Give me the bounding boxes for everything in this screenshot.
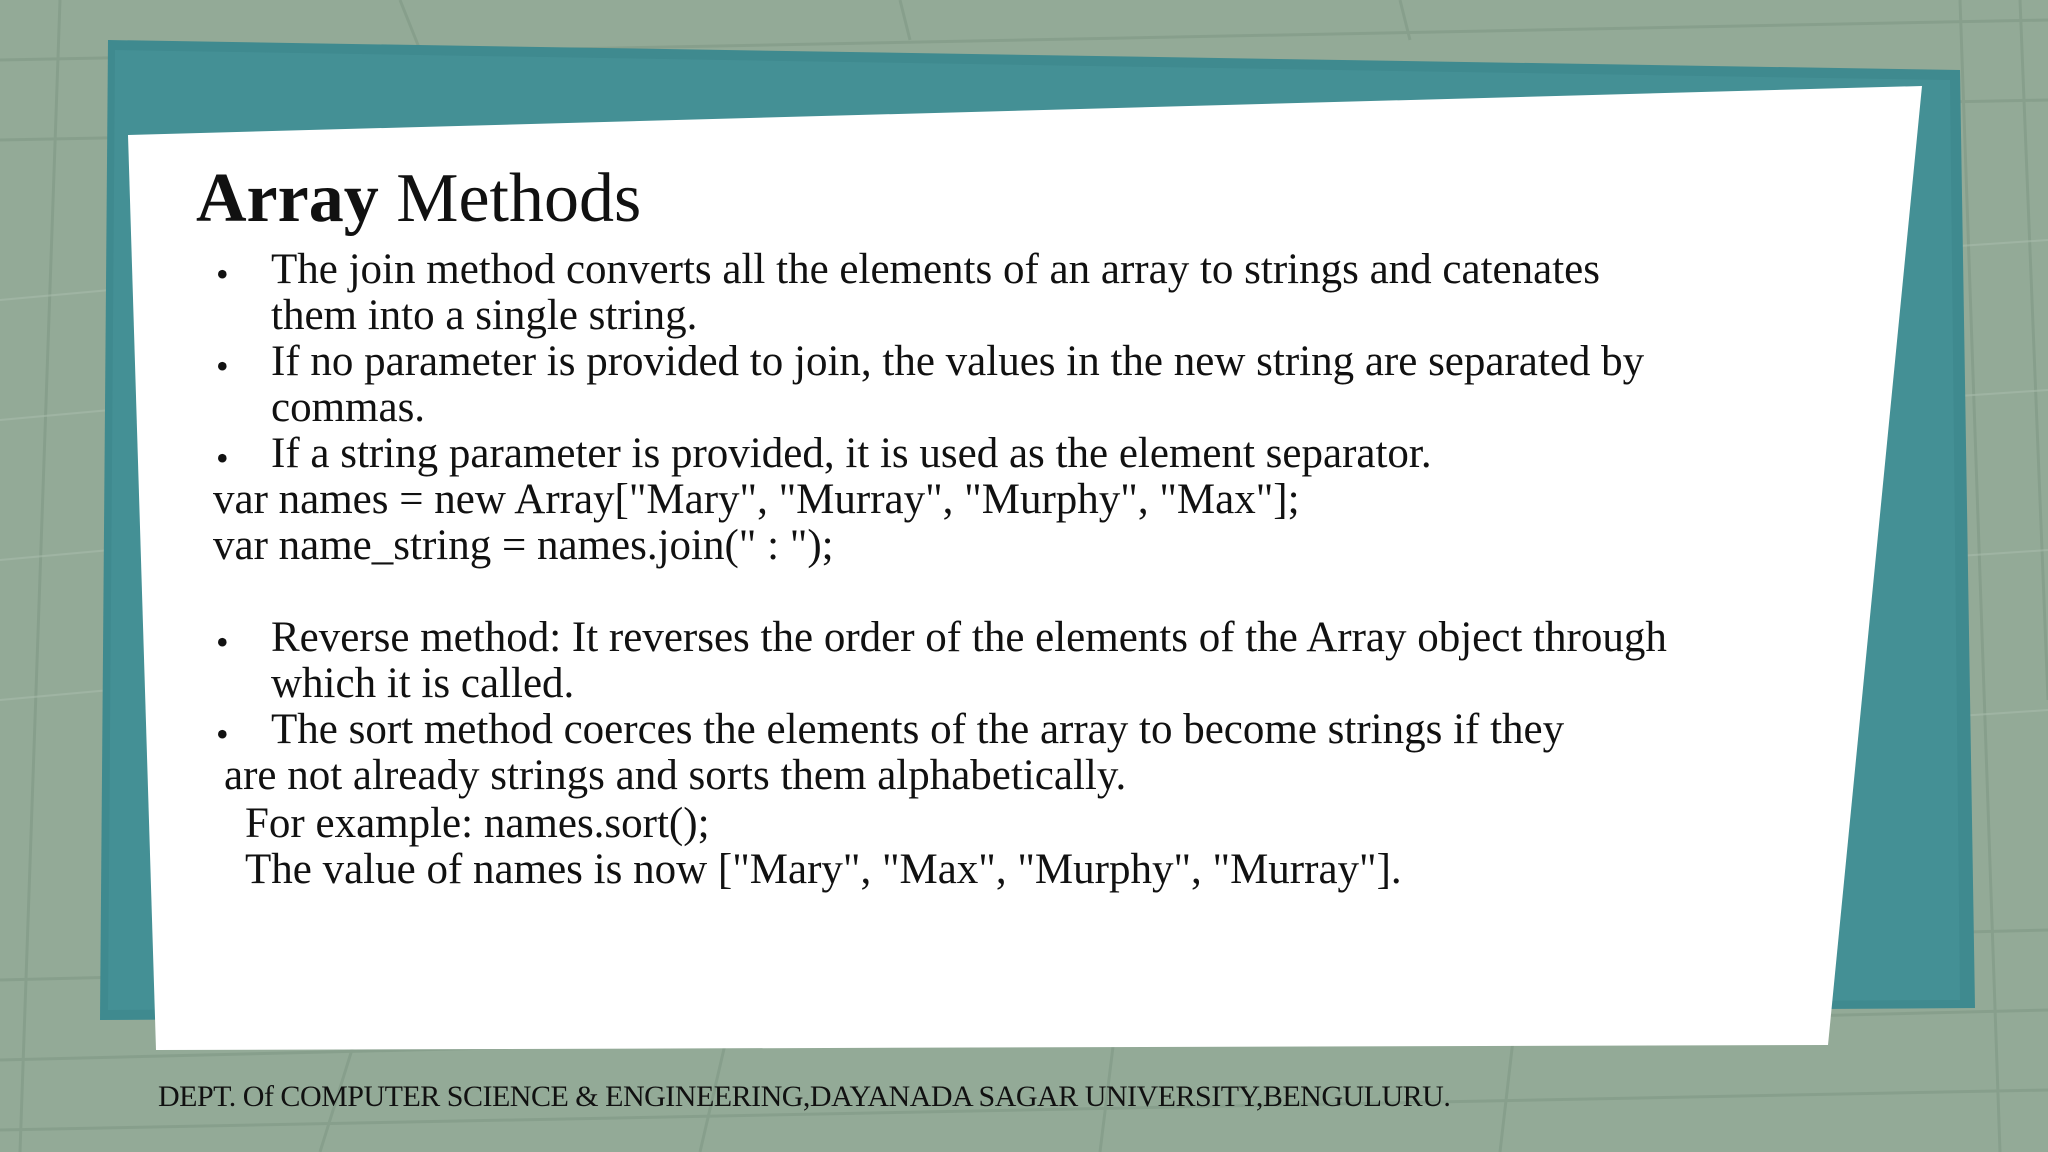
text-line-8: Reverse method: It reverses the order of the elements of the Array object through (271, 614, 1667, 661)
title-rest: Methods (378, 160, 642, 237)
text-line-4: commas. (271, 384, 426, 431)
text-line-5: If a string parameter is provided, it is used as the element separator. (271, 430, 1432, 477)
text-line-3: If no parameter is provided to join, the values in the new string are separated by (271, 338, 1645, 385)
text-line-10: The sort method coerces the elements of the array to become strings if they (271, 706, 1565, 753)
code-line-1: var names = new Array["Mary", "Murray", "Murphy", "Max"]; (213, 476, 1300, 523)
code-line-2: var name_string = names.join(" : "); (213, 522, 834, 569)
bullet-3: • (216, 438, 229, 478)
title-bold-word: Array (196, 160, 379, 237)
text-line-11: are not already strings and sorts them alphabetically. (224, 752, 1127, 799)
text-line-9: which it is called. (271, 660, 575, 707)
footer-department: DEPT. Of COMPUTER SCIENCE & ENGINEERING,DAYANADA SAGAR UNIVERSITY,BENGULURU. (158, 1080, 1451, 1113)
example-line-2: The value of names is now ["Mary", "Max", "Murphy", "Murray"]. (245, 846, 1402, 893)
bullet-2: • (216, 346, 229, 386)
text-line-2: them into a single string. (271, 292, 698, 339)
example-line-1: For example: names.sort(); (245, 800, 710, 847)
bullet-4: • (216, 622, 229, 662)
bullet-5: • (216, 714, 229, 754)
slide-title (196, 160, 641, 237)
bullet-1: • (216, 254, 229, 294)
text-line-1: The join method converts all the elements of an array to strings and catenates (271, 246, 1600, 293)
